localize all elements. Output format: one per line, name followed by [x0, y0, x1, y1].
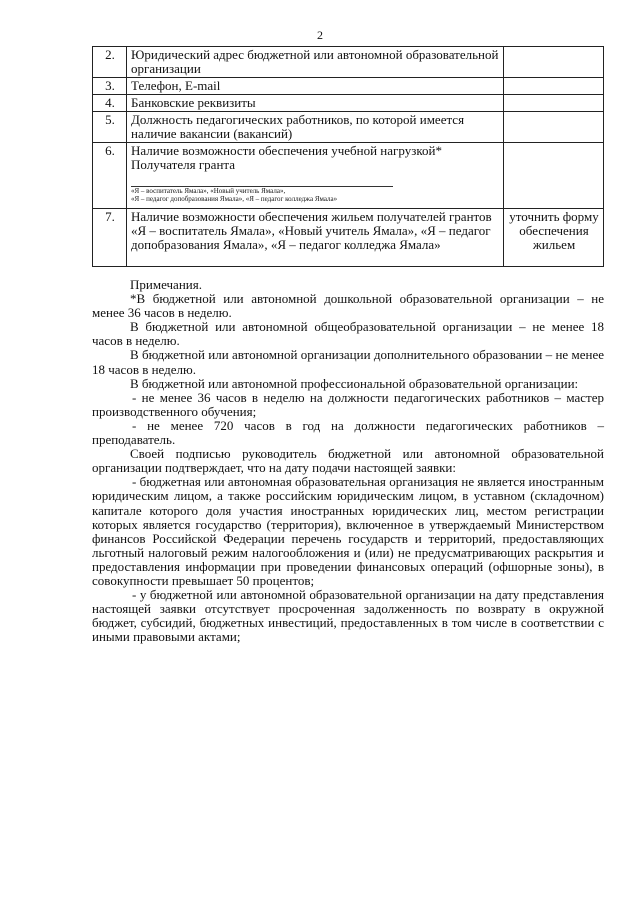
notes-section — [92, 278, 604, 644]
row-value — [504, 47, 604, 78]
row-number: 4. — [93, 95, 127, 112]
row-label-cell — [127, 143, 504, 209]
table-row — [93, 209, 604, 267]
row-value: уточнить форму обеспечения жильем — [504, 209, 604, 267]
row-value — [504, 78, 604, 95]
row-number: 7. — [93, 209, 127, 267]
page-number: 2 — [317, 28, 323, 42]
table-row — [93, 143, 604, 209]
note-paragraph: В бюджетной или автономной общеобразовательной организации – не менее 18 часов в неделю. — [92, 319, 604, 349]
note-paragraph: - не менее 36 часов в неделю на должности педагогических работников – мастер производственного обучения; — [92, 389, 604, 419]
row-number: 6. — [93, 143, 127, 209]
row-number: 2. — [93, 47, 127, 78]
row-value — [504, 143, 604, 209]
table-row — [93, 47, 604, 78]
table-row — [93, 78, 604, 95]
note-paragraph: *В бюджетной или автономной дошкольной образовательной организации – не менее 36 часов в неделю. — [92, 291, 604, 321]
note-paragraph: - не менее 720 часов в год на должности педагогических работников – преподаватель. — [92, 417, 604, 448]
grant-note-line-2: «Я – педагог допобразования Ямала», «Я – педагог колледжа Ямала» — [131, 195, 338, 203]
row-value — [504, 112, 604, 143]
notes-heading: Примечания. — [130, 277, 202, 292]
application-form-table — [92, 46, 604, 267]
grant-note-line-1: «Я – воспитатель Ямала», «Новый учитель Ямала», — [131, 187, 286, 195]
table-row — [93, 95, 604, 112]
note-paragraph: - бюджетная или автономная образовательная организация не является иностранным юридическим лицом, а также российским юридическим лицом, в уставном (складочном) капитале которого доля участия иностранных юридических лиц, местом регистрации которых является государство (территория), включенное в утверждаемый Министерством финансов Российской Федерации перечень государств и территорий, предоставляющих льготный налоговый режим налогообложения и (или) не предусматривающих раскрытия и предоставления информации при проведении финансовых операций (офшорные зоны), в совокупности превышает 50 процентов; — [92, 474, 604, 588]
note-paragraph: В бюджетной или автономной организации дополнительного образовании – не менее 18 часов в неделю. — [92, 347, 604, 377]
row-label: Телефон, E-mail — [127, 78, 504, 95]
row-label: Юридический адрес бюджетной или автономной образовательной организации — [127, 47, 504, 78]
row-value — [504, 95, 604, 112]
table-row — [93, 112, 604, 143]
row-number: 3. — [93, 78, 127, 95]
note-paragraph: В бюджетной или автономной профессиональной образовательной организации: — [130, 375, 579, 391]
row-label: Банковские реквизиты — [127, 95, 504, 112]
row-label: Должность педагогических работников, по которой имеется наличие вакансии (вакансий) — [127, 112, 504, 143]
note-paragraph: Своей подписью руководитель бюджетной или автономной образовательной организации подтверждает, что на дату подачи настоящей заявки: — [92, 446, 604, 476]
row-number: 5. — [93, 112, 127, 143]
row-label: Наличие возможности обеспечения жильем получателей грантов «Я – воспитатель Ямала», «Новый учитель Ямала», «Я – педагог допобразования Ямала», «Я – педагог колледжа Ямала» — [127, 209, 504, 267]
row-label: Наличие возможности обеспечения учебной нагрузкой* Получателя гранта — [131, 143, 442, 172]
note-paragraph: - у бюджетной или автономной образовательной организации на дату представления настоящей заявки отсутствует просроченная задолженность по возврату в окружной бюджет, субсидий, бюджетных инвестиций, предоставленных в том числе в соответствии с иными правовыми актами; — [92, 587, 604, 645]
